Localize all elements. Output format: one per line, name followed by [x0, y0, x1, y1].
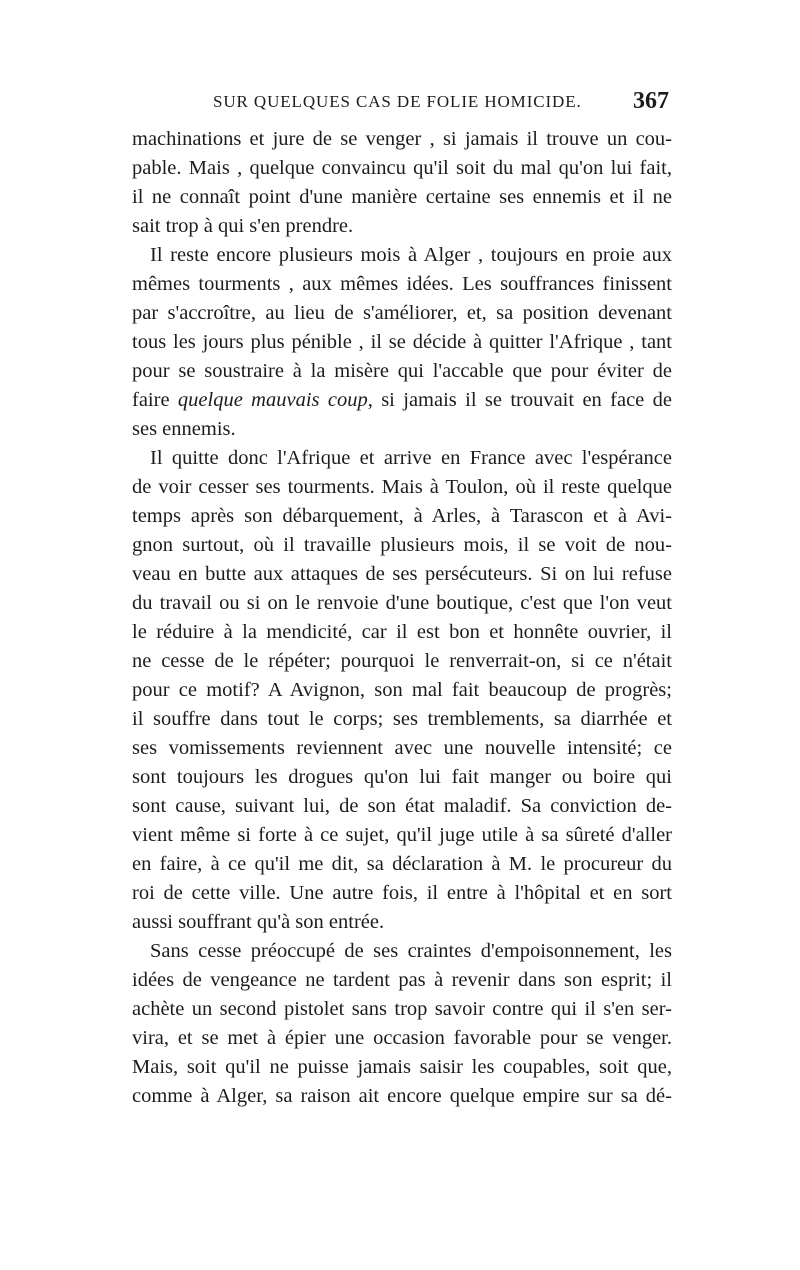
text-line: pour ce motif? A Avignon, son mal fait beaucoup de progrès; [132, 679, 672, 701]
text-line [132, 386, 672, 415]
text-line: aussi souffrant qu'à son entrée. [132, 911, 385, 933]
line-text-end: , si jamais il se trouvait en face de [367, 389, 672, 411]
text-line: il ne connaît point d'une manière certaine ses ennemis et il ne [132, 186, 672, 208]
text-line: mêmes tourments , aux mêmes idées. Les souffrances finissent [132, 273, 672, 295]
text-line: ne cesse de le répéter; pourquoi le renverrait-on, si ce n'était [132, 650, 672, 672]
text-line: veau en butte aux attaques de ses persécuteurs. Si on lui refuse [132, 563, 672, 585]
page-number: 367 [633, 88, 669, 114]
text-line: en faire, à ce qu'il me dit, sa déclaration à M. le procureur du [132, 853, 672, 875]
text-line: Il quitte donc l'Afrique et arrive en France avec l'espérance [150, 447, 672, 469]
text-line: par s'accroître, au lieu de s'améliorer, et, sa position devenant [132, 302, 672, 324]
text-line: il souffre dans tout le corps; ses tremblements, sa diarrhée et [132, 708, 672, 730]
text-line: sait trop à qui s'en prendre. [132, 215, 354, 237]
text-line: comme à Alger, sa raison ait encore quelque empire sur sa dé- [132, 1085, 672, 1107]
text-line: vient même si forte à ce sujet, qu'il juge utile à sa sûreté d'aller [132, 824, 672, 846]
text-line: de voir cesser ses tourments. Mais à Toulon, où il reste quelque [132, 476, 672, 498]
text-line: pable. Mais , quelque convaincu qu'il soit du mal qu'on lui fait, [132, 157, 672, 179]
text-line: machinations et jure de se venger , si jamais il trouve un cou- [132, 128, 672, 150]
text-line: ses ennemis. [132, 418, 236, 440]
text-line: gnon surtout, où il travaille plusieurs mois, il se voit de nou- [132, 534, 672, 556]
text-line: tous les jours plus pénible , il se décide à quitter l'Afrique , tant [132, 331, 672, 353]
text-line: du travail ou si on le renvoie d'une boutique, c'est que l'on veut [132, 592, 672, 614]
body-text [132, 125, 672, 1111]
text-line: pour se soustraire à la misère qui l'accable que pour éviter de [132, 360, 672, 382]
text-line: Il reste encore plusieurs mois à Alger , toujours en proie aux [150, 244, 672, 266]
line-text-start: faire [132, 389, 178, 411]
text-line: idées de vengeance ne tardent pas à revenir dans son esprit; il [132, 969, 672, 991]
text-line: roi de cette ville. Une autre fois, il entre à l'hôpital et en sort [132, 882, 672, 904]
text-line: achète un second pistolet sans trop savoir contre qui il s'en ser- [132, 998, 672, 1020]
text-line: Mais, soit qu'il ne puisse jamais saisir les coupables, soit que, [132, 1056, 672, 1078]
text-line: temps après son débarquement, à Arles, à Tarascon et à Avi- [132, 505, 672, 527]
text-line: sont cause, suivant lui, de son état maladif. Sa conviction de- [132, 795, 672, 817]
text-line: ses vomissements reviennent avec une nouvelle intensité; ce [132, 737, 672, 759]
italic-phrase: quelque mauvais coup [177, 389, 368, 411]
running-head [133, 88, 673, 118]
text-line: Sans cesse préoccupé de ses craintes d'empoisonnement, les [150, 940, 672, 962]
text-line: sont toujours les drogues qu'on lui fait manger ou boire qui [132, 766, 672, 788]
text-line: le réduire à la mendicité, car il est bon et honnête ouvrier, il [132, 621, 672, 643]
text-line: vira, et se met à épier une occasion favorable pour se venger. [132, 1027, 672, 1049]
running-title: SUR QUELQUES CAS DE FOLIE HOMICIDE. [213, 92, 582, 111]
